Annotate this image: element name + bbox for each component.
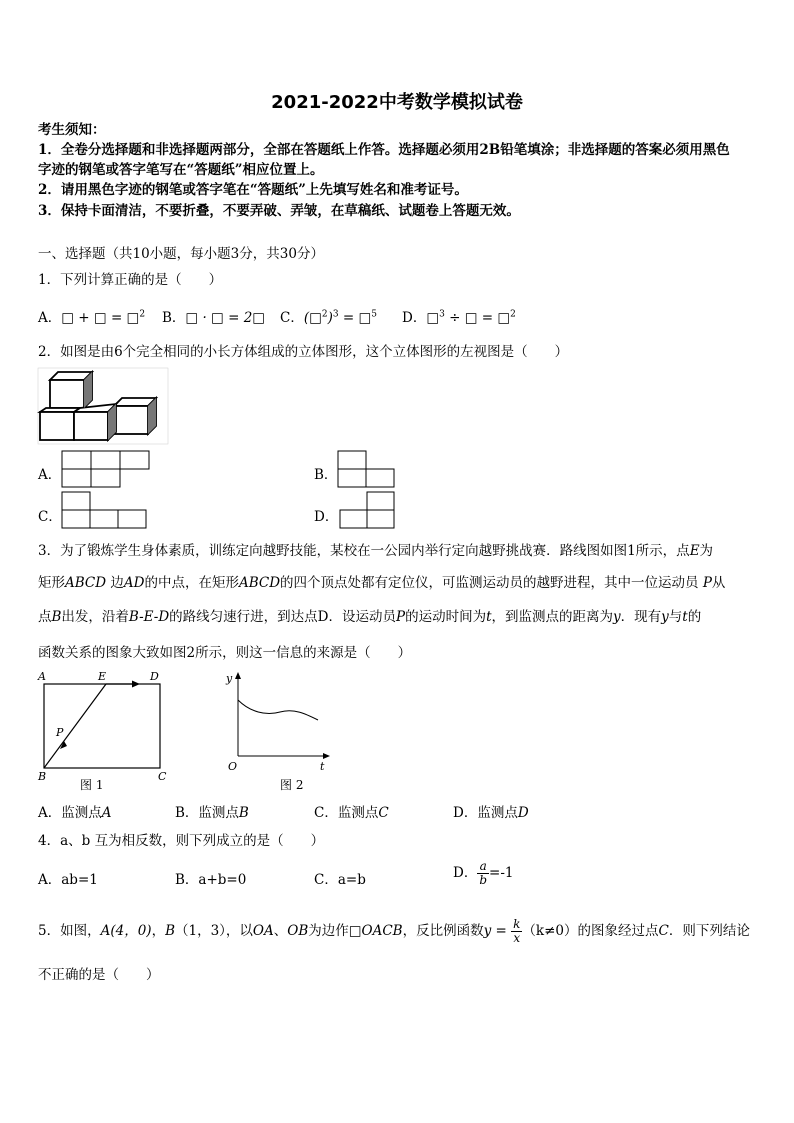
q1-option-a[interactable]: A．□ + □ = □$^2$ bbox=[38, 309, 146, 326]
fig1-label-d: D bbox=[150, 670, 159, 683]
q1-option-b[interactable]: B．□ · □ = 2□ bbox=[162, 310, 266, 326]
q2-option-d-view[interactable] bbox=[340, 491, 396, 529]
q4-option-c[interactable]: C．a=b bbox=[314, 872, 366, 888]
q3-line-3: 点B出发，沿着B-E-D的路线匀速行进，到达点D．设运动员P的运动时间为t，到监测点的距离为y．现有y与t的 bbox=[38, 609, 702, 625]
q1-stem: 1．下列计算正确的是（ ） bbox=[38, 272, 223, 288]
q2-stem: 2．如图是由6个完全相同的小长方体组成的立体图形，这个立体图形的左视图是（ ） bbox=[38, 344, 569, 360]
q3-figure-2 bbox=[222, 668, 342, 792]
q3-line-1: 3．为了锻炼学生身体素质，训练定向越野技能，某校在一公园内举行定向越野挑战赛．路线图如图1所示，点E为 bbox=[38, 543, 714, 559]
notice-item-2: 2．请用黑色字迹的钢笔或答字笔在“答题纸”上先填写姓名和准考证号。 bbox=[38, 182, 468, 198]
q3-option-a[interactable]: A．监测点A bbox=[38, 805, 112, 821]
fig1-label-p: P bbox=[56, 726, 64, 739]
q1-option-d[interactable]: D．□$^3$ ÷ □ = □$^2$ bbox=[402, 309, 516, 326]
q3-option-c[interactable]: C．监测点C bbox=[314, 805, 389, 821]
page-title: 2021-2022中考数学模拟试卷 bbox=[271, 92, 523, 113]
q3-line-4: 函数关系的图象大致如图2所示，则这一信息的来源是（ ） bbox=[38, 645, 412, 661]
q4-stem: 4．a、b 互为相反数，则下列成立的是（ ） bbox=[38, 833, 325, 849]
q3-option-d[interactable]: D．监测点D bbox=[453, 805, 529, 821]
q2-option-c-view[interactable] bbox=[62, 491, 148, 529]
section-heading: 一、选择题（共10小题，每小题3分，共30分） bbox=[38, 246, 324, 262]
fig1-label-a: A bbox=[38, 670, 46, 683]
q3-figure-1 bbox=[36, 668, 176, 792]
q2-solid-figure bbox=[38, 368, 168, 444]
fig2-label-y: y bbox=[226, 672, 233, 685]
fig2-caption: 图 2 bbox=[280, 778, 304, 792]
fig2-label-o: O bbox=[228, 760, 238, 773]
q2-option-b-label[interactable]: B． bbox=[314, 467, 338, 483]
notice-item-1-cont: 字迹的钢笔或答字笔写在“答题纸”相应位置上。 bbox=[38, 162, 324, 178]
q2-option-a-label[interactable]: A． bbox=[38, 467, 62, 483]
q5-line-2: 不正确的是（ ） bbox=[38, 967, 160, 983]
notice-item-1: 1．全卷分选择题和非选择题两部分，全部在答题纸上作答。选择题必须用2B铅笔填涂；非选择题的答案必须用黑色 bbox=[38, 142, 730, 158]
fig1-label-c: C bbox=[158, 770, 167, 783]
q2-option-a-view[interactable] bbox=[62, 450, 150, 488]
fig1-caption: 图 1 bbox=[80, 778, 104, 792]
q4-option-d[interactable]: D． $\frac{a}{b}$ =-1 bbox=[453, 859, 514, 887]
notice-heading: 考生须知： bbox=[38, 122, 106, 138]
q2-option-d-label[interactable]: D． bbox=[314, 509, 339, 525]
q4-option-a[interactable]: A．ab=1 bbox=[38, 872, 98, 888]
fig2-label-t: t bbox=[320, 760, 325, 773]
fig1-label-e: E bbox=[98, 670, 107, 683]
q1-option-c[interactable]: C．(□$^2$)$^3$ = □$^5$ bbox=[280, 309, 378, 326]
q5-line-1: 5．如图，A(4，0)，B（1，3），以OA、OB为边作□OACB，反比例函数y = $\frac{k}{x}$ （k≠0）的图象经过点C．则下列结论 bbox=[38, 917, 750, 945]
q2-option-c-label[interactable]: C． bbox=[38, 509, 62, 525]
q3-option-b[interactable]: B．监测点B bbox=[175, 805, 249, 821]
notice-item-3: 3．保持卡面清洁，不要折叠，不要弄破、弄皱，在草稿纸、试题卷上答题无效。 bbox=[38, 203, 520, 219]
q4-option-b[interactable]: B．a+b=0 bbox=[175, 872, 247, 888]
fig1-label-b: B bbox=[38, 770, 47, 783]
q2-option-b-view[interactable] bbox=[338, 450, 396, 488]
q3-line-2: 矩形ABCD 边AD的中点，在矩形ABCD的四个顶点处都有定位仪，可监测运动员的越野进程，其中一位运动员 P从 bbox=[38, 575, 726, 591]
